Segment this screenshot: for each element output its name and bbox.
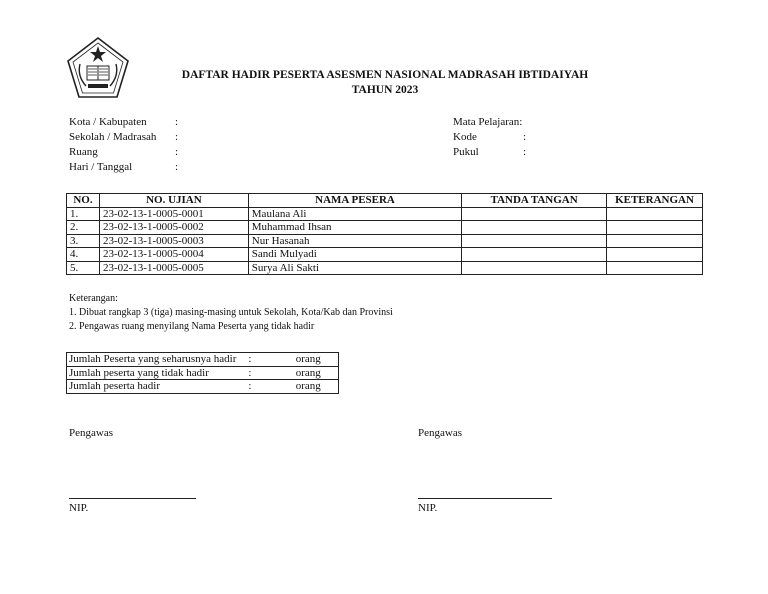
table-row bbox=[67, 248, 703, 262]
cell-nama: Nur Hasanah bbox=[248, 234, 461, 248]
info-sep: : bbox=[175, 161, 179, 173]
info-row bbox=[453, 130, 526, 145]
summary-label: Jumlah Peserta yang seharusnya hadir bbox=[69, 353, 237, 365]
info-label: Hari / Tanggal bbox=[69, 161, 133, 173]
cell-ujian: 23-02-13-1-0005-0003 bbox=[99, 234, 248, 248]
signature-left-title: Pengawas bbox=[69, 427, 113, 439]
info-sep: : bbox=[175, 131, 179, 143]
signature-left-line bbox=[69, 498, 196, 499]
info-right bbox=[453, 115, 526, 160]
cell-nama: Maulana Ali bbox=[248, 207, 461, 221]
info-row bbox=[69, 160, 178, 175]
info-label: Ruang bbox=[69, 146, 98, 158]
summary-unit: orang bbox=[294, 366, 339, 380]
cell-signature[interactable] bbox=[462, 234, 607, 248]
header-keterangan: KETERANGAN bbox=[607, 194, 703, 208]
info-sep: : bbox=[175, 146, 179, 158]
kemenag-emblem-icon bbox=[66, 36, 130, 100]
note-item: 2. Pengawas ruang menyilang Nama Peserta yang tidak hadir bbox=[69, 321, 315, 332]
cell-remarks[interactable] bbox=[607, 261, 703, 275]
title-line-1: DAFTAR HADIR PESERTA ASESMEN NASIONAL MADRASAH IBTIDAIYAH bbox=[181, 69, 589, 81]
cell-remarks[interactable] bbox=[607, 221, 703, 235]
document-title bbox=[150, 68, 620, 98]
header-nama: NAMA PESERA bbox=[248, 194, 461, 208]
info-sep: : bbox=[523, 146, 527, 158]
cell-nama: Surya Ali Sakti bbox=[248, 261, 461, 275]
table-row bbox=[67, 261, 703, 275]
summary-unit: orang bbox=[294, 380, 339, 394]
table-row bbox=[67, 221, 703, 235]
cell-ujian: 23-02-13-1-0005-0001 bbox=[99, 207, 248, 221]
cell-no: 4. bbox=[67, 248, 100, 262]
cell-ujian: 23-02-13-1-0005-0002 bbox=[99, 221, 248, 235]
cell-no: 1. bbox=[67, 207, 100, 221]
table-header-row bbox=[67, 194, 703, 208]
summary-sep: : bbox=[246, 366, 293, 380]
header-no-ujian: NO. UJIAN bbox=[99, 194, 248, 208]
summary-unit: orang bbox=[295, 353, 321, 365]
notes-section bbox=[69, 292, 393, 334]
cell-signature[interactable] bbox=[462, 221, 607, 235]
summary-row bbox=[67, 380, 339, 394]
notes-title: Keterangan: bbox=[69, 293, 118, 304]
cell-no: 2. bbox=[67, 221, 100, 235]
title-line-2: TAHUN 2023 bbox=[351, 84, 419, 96]
cell-no: 5. bbox=[67, 261, 100, 275]
signature-right-nip: NIP. bbox=[418, 502, 438, 514]
summary-label: Jumlah peserta hadir bbox=[67, 380, 247, 394]
cell-signature[interactable] bbox=[462, 248, 607, 262]
cell-nama: Sandi Mulyadi bbox=[248, 248, 461, 262]
info-label: Kota / Kabupaten bbox=[69, 116, 147, 128]
summary-table bbox=[66, 352, 339, 394]
summary-sep: : bbox=[248, 353, 252, 365]
info-row bbox=[453, 115, 526, 130]
summary-row bbox=[67, 353, 339, 367]
signature-right-line bbox=[418, 498, 552, 499]
summary-label: Jumlah peserta yang tidak hadir bbox=[67, 366, 247, 380]
info-sep: : bbox=[519, 116, 523, 128]
cell-signature[interactable] bbox=[462, 261, 607, 275]
header-no: NO. bbox=[67, 194, 100, 208]
attendance-table bbox=[66, 193, 703, 275]
summary-sep: : bbox=[246, 380, 293, 394]
cell-ujian: 23-02-13-1-0005-0004 bbox=[99, 248, 248, 262]
cell-remarks[interactable] bbox=[607, 248, 703, 262]
cell-remarks[interactable] bbox=[607, 234, 703, 248]
cell-ujian: 23-02-13-1-0005-0005 bbox=[99, 261, 248, 275]
info-row bbox=[69, 130, 178, 145]
signature-right-title: Pengawas bbox=[418, 427, 462, 439]
header-tanda-tangan: TANDA TANGAN bbox=[462, 194, 607, 208]
info-label: Sekolah / Madrasah bbox=[69, 131, 157, 143]
info-row bbox=[69, 145, 178, 160]
info-label: Kode bbox=[453, 131, 477, 143]
cell-no: 3. bbox=[67, 234, 100, 248]
cell-remarks[interactable] bbox=[607, 207, 703, 221]
summary-row bbox=[67, 366, 339, 380]
info-label: Mata Pelajaran bbox=[453, 116, 520, 128]
note-item: 1. Dibuat rangkap 3 (tiga) masing-masing untuk Sekolah, Kota/Kab dan Provinsi bbox=[69, 307, 393, 318]
info-left bbox=[69, 115, 178, 175]
info-sep: : bbox=[523, 131, 527, 143]
cell-nama: Muhammad Ihsan bbox=[248, 221, 461, 235]
cell-signature[interactable] bbox=[462, 207, 607, 221]
table-row bbox=[67, 207, 703, 221]
info-label: Pukul bbox=[453, 146, 479, 158]
table-row bbox=[67, 234, 703, 248]
info-row bbox=[453, 145, 526, 160]
signature-left-nip: NIP. bbox=[69, 502, 89, 514]
info-sep: : bbox=[175, 116, 179, 128]
info-row bbox=[69, 115, 178, 130]
